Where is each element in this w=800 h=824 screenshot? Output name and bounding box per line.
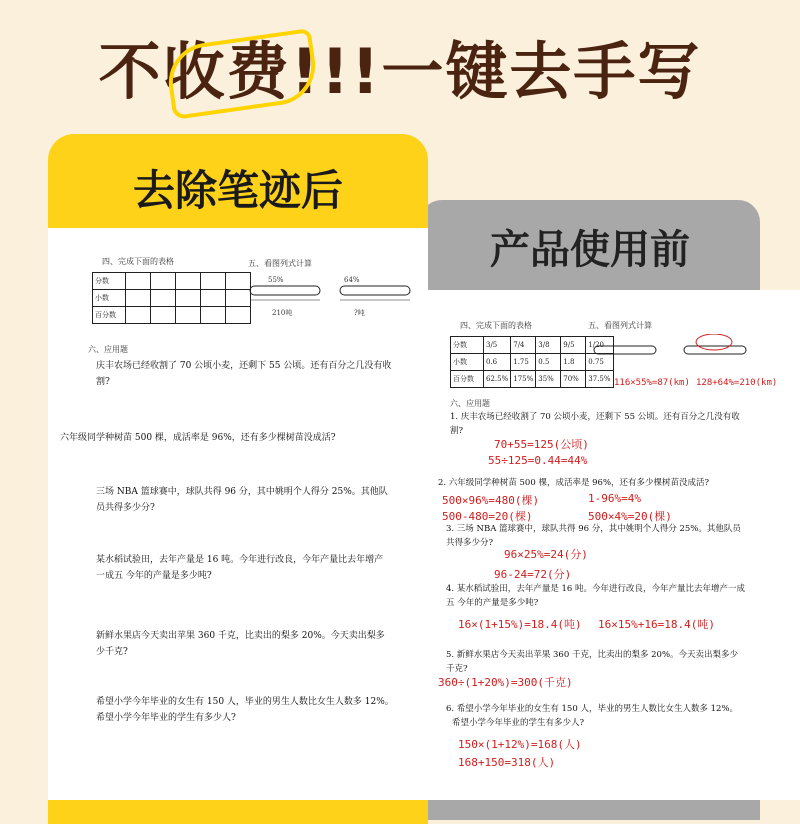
bar-figures bbox=[586, 334, 786, 374]
row-label: 小数 bbox=[93, 290, 126, 307]
table-cell: 1/20 bbox=[586, 337, 613, 354]
row-label: 分数 bbox=[451, 337, 484, 354]
answer-4b: 16×15%+16=18.4(吨) bbox=[598, 618, 715, 631]
question-3: 三场 NBA 篮球赛中，球队共得 96 分，其中姚明个人得分 25%。其他队员共得多少分? bbox=[96, 487, 388, 513]
section5-heading: 五、看图列式计算 bbox=[248, 259, 312, 268]
question-6a: 希望小学今年毕业的女生有 150 人，毕业的男生人数比女生人数多 12%。 bbox=[96, 697, 394, 707]
table-cell: 3/5 bbox=[484, 337, 511, 354]
table-cell: 35% bbox=[536, 371, 561, 388]
question-1: 庆丰农场已经收割了 70 公顷小麦，还剩下 55 公顷。还有百分之几没有收割? bbox=[96, 361, 392, 387]
answer-6b: 168+150=318(人) bbox=[458, 756, 556, 769]
table-cell: 0.5 bbox=[536, 354, 561, 371]
question-3: 3. 三场 NBA 篮球赛中，球队共得 96 分，其中姚明个人得分 25%。其他队员共得多少分? bbox=[446, 524, 741, 548]
answer-3a: 96×25%=24(分) bbox=[504, 548, 588, 561]
row-label: 百分数 bbox=[451, 371, 484, 388]
figure-answer-1: 116×55%=87(km) bbox=[614, 378, 690, 388]
before-worksheet bbox=[428, 290, 800, 800]
table-cell: 3/8 bbox=[536, 337, 561, 354]
question-6b: 希望小学今年毕业的学生有多少人? bbox=[452, 718, 585, 728]
section4-heading: 四、完成下面的表格 bbox=[102, 257, 174, 266]
table-cell: 9/5 bbox=[561, 337, 586, 354]
table-cell: 175% bbox=[511, 371, 536, 388]
answer-1a: 70+55=125(公顷) bbox=[494, 438, 589, 451]
answer-2d: 500×4%=20(棵) bbox=[588, 510, 672, 523]
table-cell: 37.5% bbox=[586, 371, 613, 388]
table-cell: 1.8 bbox=[561, 354, 586, 371]
figure-answer-2: 128+64%=210(km) bbox=[696, 378, 778, 388]
section6-heading: 六、应用题 bbox=[450, 399, 490, 408]
question-2: 六年级同学种树苗 500 棵，成活率是 96%，还有多少棵树苗没成活? bbox=[60, 433, 336, 443]
answer-3b: 96-24=72(分) bbox=[494, 568, 572, 581]
figure-1-bottom-label: 210吨 bbox=[272, 309, 293, 317]
table-cell: 70% bbox=[561, 371, 586, 388]
after-card-title: 去除笔迹后 bbox=[132, 166, 343, 215]
table-cell: 7/4 bbox=[511, 337, 536, 354]
question-6a: 6. 希望小学今年毕业的女生有 150 人，毕业的男生人数比女生人数多 12%。 bbox=[446, 704, 739, 714]
question-6b: 希望小学今年毕业的学生有多少人? bbox=[96, 713, 236, 723]
fraction-table bbox=[92, 272, 251, 324]
before-card-title: 产品使用前 bbox=[490, 227, 690, 273]
section6-heading: 六、应用题 bbox=[88, 345, 128, 354]
answer-6a: 150×(1+12%)=168(人) bbox=[458, 738, 582, 751]
row-label: 百分数 bbox=[93, 307, 126, 324]
row-label: 分数 bbox=[93, 273, 126, 290]
table-cell: 1.75 bbox=[511, 354, 536, 371]
question-1: 1. 庆丰农场已经收割了 70 公顷小麦，还剩下 55 公顷。还有百分之几没有收割? bbox=[450, 412, 740, 436]
answer-2b: 500-480=20(棵) bbox=[442, 510, 533, 523]
row-label: 小数 bbox=[451, 354, 484, 371]
question-5: 5. 新鲜水果店今天卖出苹果 360 千克，比卖出的梨多 20%。今天卖出梨多少千克? bbox=[446, 650, 739, 674]
table-cell: 62.5% bbox=[484, 371, 511, 388]
answer-5: 360÷(1+20%)=300(千克) bbox=[438, 676, 573, 689]
after-worksheet bbox=[48, 228, 428, 800]
figure-2-top-label: 64% bbox=[344, 276, 360, 284]
answer-1b: 55÷125=0.44=44% bbox=[488, 454, 588, 467]
question-4: 某水稻试验田，去年产量是 16 吨。今年进行改良，今年产量比去年增产一成五 今年的产量是多少吨? bbox=[96, 555, 384, 581]
question-2: 2. 六年级同学种树苗 500 棵，成活率是 96%，还有多少棵树苗没成活? bbox=[438, 478, 710, 488]
table-cell: 0.75 bbox=[586, 354, 613, 371]
section5-heading: 五、看图列式计算 bbox=[588, 321, 652, 330]
figure-1-top-label: 55% bbox=[268, 276, 284, 284]
answer-4a: 16×(1+15%)=18.4(吨) bbox=[458, 618, 582, 631]
answer-2a: 500×96%=480(棵) bbox=[442, 494, 540, 507]
table-cell: 0.6 bbox=[484, 354, 511, 371]
question-4: 4. 某水稻试验田，去年产量是 16 吨。今年进行改良，今年产量比去年增产一成五 今年的产量是多少吨? bbox=[446, 584, 746, 608]
headline: 不收费!!!一键去手写 bbox=[98, 35, 702, 108]
question-5: 新鲜水果店今天卖出苹果 360 千克，比卖出的梨多 20%。今天卖出梨多少千克? bbox=[96, 631, 385, 657]
section4-heading: 四、完成下面的表格 bbox=[460, 321, 532, 330]
answer-2c: 1-96%=4% bbox=[588, 492, 641, 505]
figure-2-bottom-label: ?吨 bbox=[354, 309, 365, 317]
